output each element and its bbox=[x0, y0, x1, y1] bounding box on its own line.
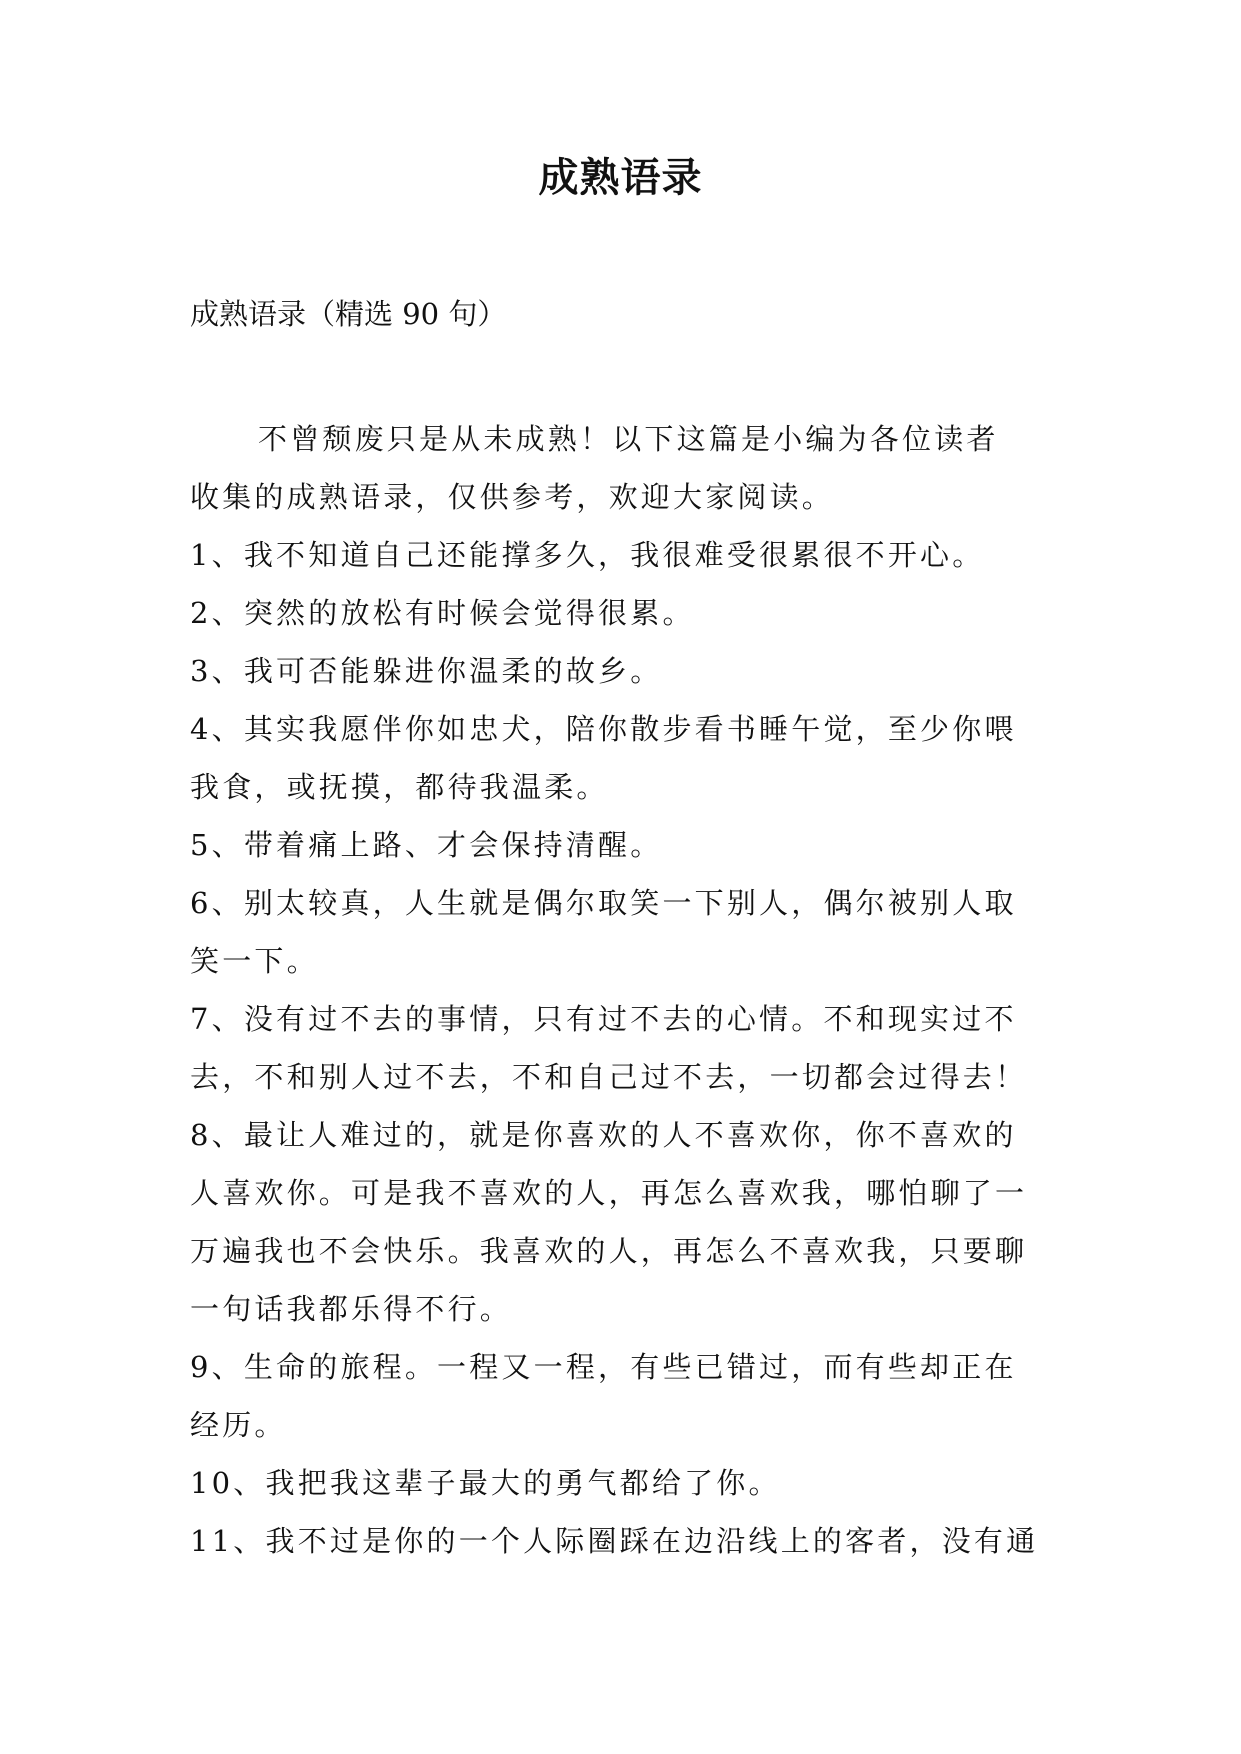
paragraph-line: 不曾颓废只是从未成熟！以下这篇是小编为各位读者 bbox=[258, 422, 999, 456]
quote-line: 我食，或抚摸，都待我温柔。 bbox=[190, 770, 609, 804]
quote-line: 一句话我都乐得不行。 bbox=[190, 1292, 513, 1326]
quote-line: 2、突然的放松有时候会觉得很累。 bbox=[190, 596, 695, 630]
quote-line: 9、生命的旅程。一程又一程，有些已错过，而有些却正在 bbox=[190, 1350, 1017, 1384]
quote-line: 经历。 bbox=[190, 1408, 287, 1442]
document-body bbox=[190, 410, 1060, 1570]
quote-line: 3、我可否能躲进你温柔的故乡。 bbox=[190, 654, 663, 688]
quote-line: 人喜欢你。可是我不喜欢的人，再怎么喜欢我，哪怕聊了一 bbox=[190, 1176, 1028, 1210]
quote-line: 7、没有过不去的事情，只有过不去的心情。不和现实过不 bbox=[190, 1002, 1017, 1036]
document-subtitle: 成熟语录（精选 90 句） bbox=[190, 297, 507, 331]
quote-line: 10、我把我这辈子最大的勇气都给了你。 bbox=[190, 1466, 781, 1500]
quote-line: 6、别太较真，人生就是偶尔取笑一下别人，偶尔被别人取 bbox=[190, 886, 1017, 920]
quote-line: 5、带着痛上路、才会保持清醒。 bbox=[190, 828, 663, 862]
quote-line: 4、其实我愿伴你如忠犬，陪你散步看书睡午觉，至少你喂 bbox=[190, 712, 1017, 746]
quote-line: 1、我不知道自己还能撑多久，我很难受很累很不开心。 bbox=[190, 538, 985, 572]
document-title: 成熟语录 bbox=[538, 155, 703, 201]
paragraph-line: 收集的成熟语录，仅供参考，欢迎大家阅读。 bbox=[190, 480, 835, 514]
quote-line: 万遍我也不会快乐。我喜欢的人，再怎么不喜欢我，只要聊 bbox=[190, 1234, 1028, 1268]
quote-line: 笑一下。 bbox=[190, 944, 319, 978]
quote-line: 11、我不过是你的一个人际圈踩在边沿线上的客者，没有通 bbox=[190, 1524, 1039, 1558]
quote-line: 去，不和别人过不去，不和自己过不去，一切都会过得去！ bbox=[190, 1060, 1028, 1094]
quote-line: 8、最让人难过的，就是你喜欢的人不喜欢你，你不喜欢的 bbox=[190, 1118, 1017, 1152]
